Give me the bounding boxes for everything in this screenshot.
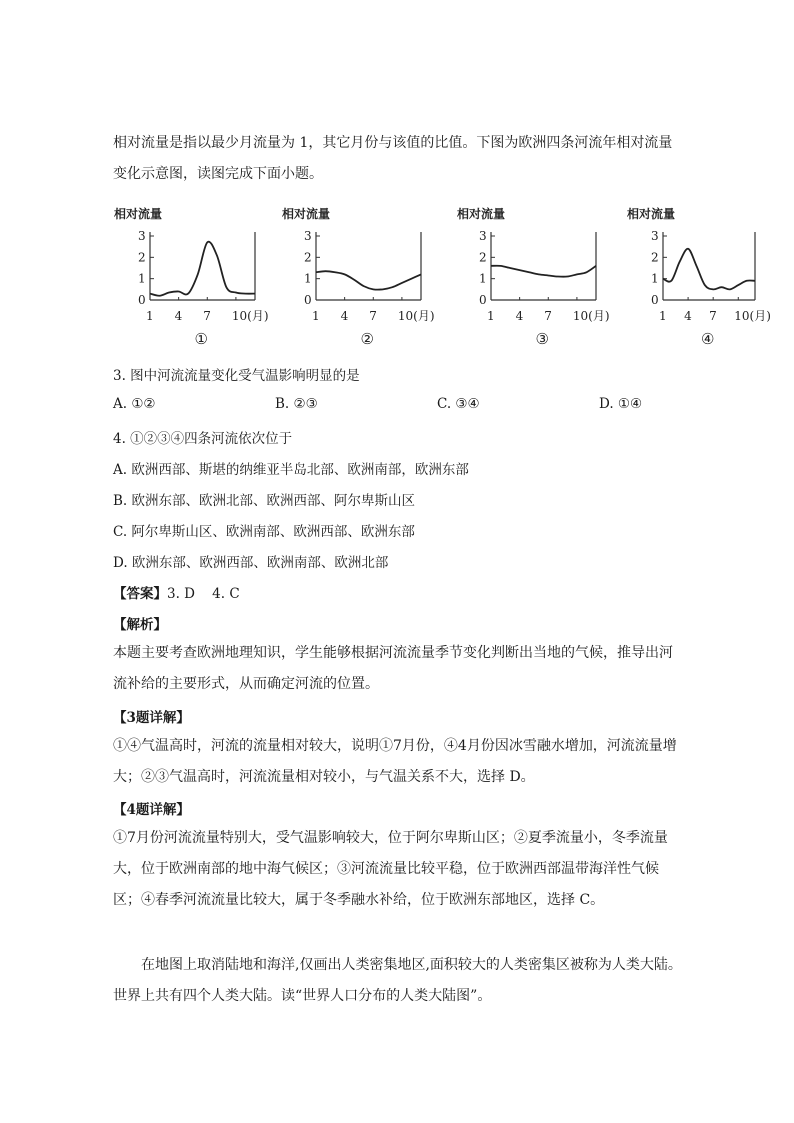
chart-4-ytick-label: 0 bbox=[651, 293, 659, 307]
chart-4-caption: ④ bbox=[701, 330, 715, 348]
chart-1-ytick-label: 1 bbox=[138, 271, 146, 286]
chart-2-xtick-label: 7 bbox=[369, 309, 377, 323]
chart-3-xtick-label: 7 bbox=[544, 309, 552, 323]
chart-3-ytick-label: 2 bbox=[479, 250, 487, 265]
answer-line bbox=[113, 582, 240, 602]
chart-1-ytick-label: 0 bbox=[138, 293, 146, 307]
q3-detail-tag: 【3题详解】 bbox=[113, 710, 190, 726]
q4-option-d[interactable]: D. 欧洲东部、欧洲西部、欧洲南部、欧洲北部 bbox=[113, 555, 389, 571]
next-question-intro: 在地图上取消陆地和海洋,仅画出人类密集地区,面积较大的人类密集区被称为人类大陆。世界上共有四个人类大陆。读“世界人口分布的人类大陆图”。 bbox=[113, 957, 682, 1004]
chart-2-ytick-label: 1 bbox=[304, 271, 312, 286]
chart-4-ytick-label: 2 bbox=[651, 250, 659, 265]
chart-2-series-line bbox=[316, 271, 421, 289]
answer-text: 3. D 4. C bbox=[167, 586, 240, 602]
chart-2-caption: ② bbox=[360, 330, 374, 348]
chart-2-xtick-label: 4 bbox=[340, 309, 349, 323]
answer-tag: 【答案】 bbox=[113, 586, 167, 602]
chart-4-xtick-label: 1 bbox=[659, 309, 667, 323]
chart-4 bbox=[625, 200, 790, 359]
chart-3-ytick-label: 1 bbox=[479, 271, 487, 286]
chart-2-xtick-label: 10(月) bbox=[397, 309, 435, 323]
chart-1-svg bbox=[112, 200, 287, 355]
chart-1-xtick-label: 10(月) bbox=[231, 309, 269, 323]
chart-4-xtick-label: 10(月) bbox=[734, 309, 771, 323]
chart-1-xtick-label: 7 bbox=[203, 309, 211, 323]
chart-4-ylabel: 相对流量 bbox=[627, 207, 676, 221]
q3-option-d[interactable]: D. ①④ bbox=[599, 396, 643, 412]
q3-stem: 3. 图中河流流量变化受气温影响明显的是 bbox=[113, 368, 360, 384]
chart-2-ytick-label: 0 bbox=[304, 293, 312, 307]
analysis-tag: 【解析】 bbox=[113, 617, 167, 633]
chart-2-ylabel: 相对流量 bbox=[282, 207, 331, 221]
chart-3-svg bbox=[455, 200, 630, 355]
chart-1-ylabel: 相对流量 bbox=[114, 207, 163, 221]
chart-1 bbox=[112, 200, 287, 359]
q3-option-a[interactable]: A. ①② bbox=[113, 396, 156, 412]
q4-detail-tag: 【4题详解】 bbox=[113, 802, 190, 818]
chart-4-svg bbox=[625, 200, 790, 355]
chart-1-ytick-label: 2 bbox=[138, 250, 146, 265]
chart-2 bbox=[280, 200, 455, 359]
chart-4-ytick-label: 3 bbox=[651, 229, 659, 243]
chart-1-series-line bbox=[150, 242, 255, 296]
q4-option-a[interactable]: A. 欧洲西部、斯堪的纳维亚半岛北部、欧洲南部，欧洲东部 bbox=[113, 462, 469, 478]
q4-stem: 4. ①②③④四条河流依次位于 bbox=[113, 431, 293, 447]
q3-option-b[interactable]: B. ②③ bbox=[275, 396, 318, 412]
chart-1-caption: ① bbox=[194, 330, 208, 348]
intro-paragraph: 相对流量是指以最少月流量为 1，其它月份与该值的比值。下图为欧洲四条河流年相对流量变化示意图，读图完成下面小题。 bbox=[113, 135, 673, 182]
q4-detail-text: ①7月份河流流量特别大，受气温影响较大，位于阿尔卑斯山区；②夏季流量小，冬季流量大，位于欧洲南部的地中海气候区；③河流流量比较平稳，位于欧洲西部温带海洋性气候区；④春季河流流量比较大，属于冬季融水补给，位于欧洲东部地区，选择 C。 bbox=[113, 830, 668, 908]
chart-3-xtick-label: 1 bbox=[487, 309, 495, 323]
chart-4-xtick-label: 7 bbox=[709, 309, 717, 323]
q3-detail-text: ①④气温高时，河流的流量相对较大，说明①7月份，④4月份因冰雪融水增加，河流流量增大；②③气温高时，河流流量相对较小，与气温关系不大，选择 D。 bbox=[113, 738, 677, 785]
q4-option-b[interactable]: B. 欧洲东部、欧洲北部、欧洲西部、阿尔卑斯山区 bbox=[113, 493, 416, 509]
analysis-text: 本题主要考查欧洲地理知识，学生能够根据河流流量季节变化判断出当地的气候，推导出河流补给的主要形式，从而确定河流的位置。 bbox=[113, 645, 673, 692]
chart-1-xtick-label: 1 bbox=[146, 309, 154, 323]
chart-3-caption: ③ bbox=[535, 330, 549, 348]
q3-option-c[interactable]: C. ③④ bbox=[437, 396, 480, 412]
chart-2-svg bbox=[280, 200, 455, 355]
q4-option-c[interactable]: C. 阿尔卑斯山区、欧洲南部、欧洲西部、欧洲东部 bbox=[113, 524, 415, 540]
chart-3-xtick-label: 10(月) bbox=[572, 309, 610, 323]
chart-3-ytick-label: 0 bbox=[479, 293, 487, 307]
chart-3-series-line bbox=[491, 266, 596, 277]
chart-3-xtick-label: 4 bbox=[515, 309, 524, 323]
chart-2-ytick-label: 2 bbox=[304, 250, 312, 265]
chart-1-ytick-label: 3 bbox=[138, 229, 146, 243]
chart-3 bbox=[455, 200, 630, 359]
chart-2-ytick-label: 3 bbox=[304, 229, 312, 243]
chart-2-xtick-label: 1 bbox=[312, 309, 320, 323]
chart-3-ytick-label: 3 bbox=[479, 229, 487, 243]
chart-4-ytick-label: 1 bbox=[651, 271, 659, 286]
chart-1-xtick-label: 4 bbox=[174, 309, 183, 323]
chart-3-ylabel: 相对流量 bbox=[457, 207, 506, 221]
chart-4-xtick-label: 4 bbox=[684, 309, 692, 323]
chart-4-series-line bbox=[663, 249, 755, 290]
